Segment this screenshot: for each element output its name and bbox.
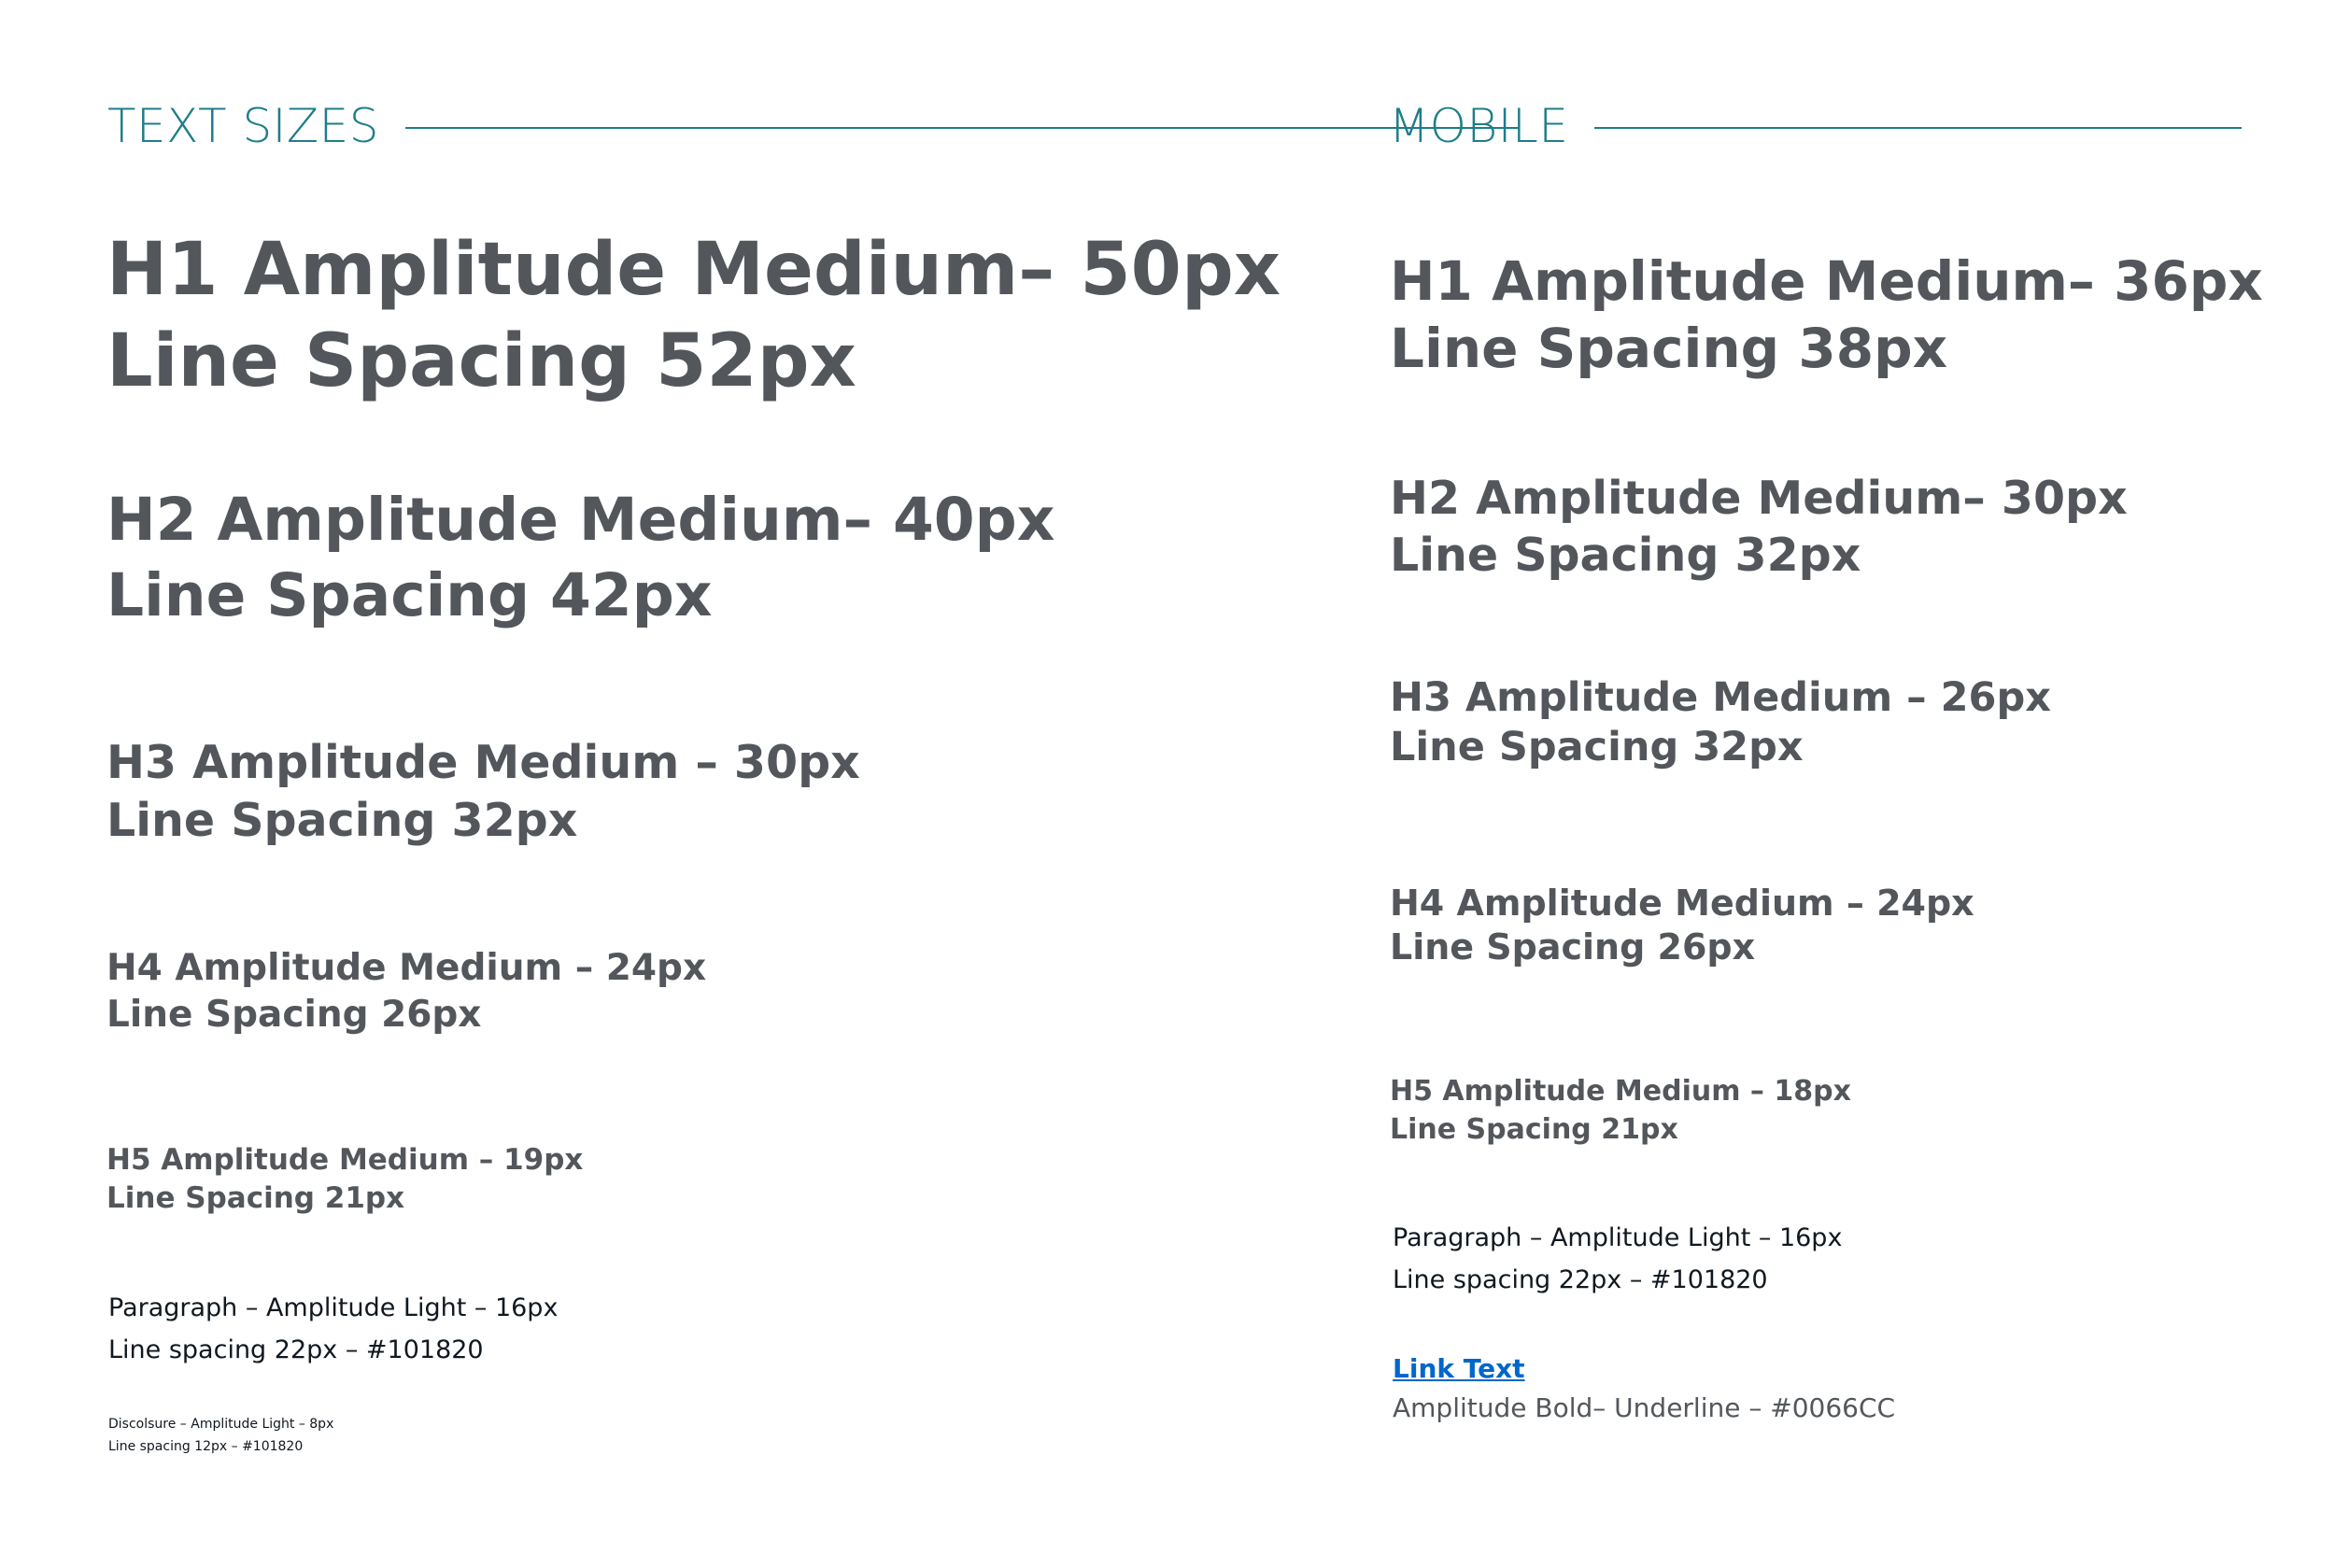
mobile-h2-line1: H2 Amplitude Medium– 30px [1390, 472, 2128, 525]
desktop-h4-line1: H4 Amplitude Medium – 24px [106, 947, 707, 989]
desktop-h3-line2: Line Spacing 32px [106, 794, 578, 847]
mobile-paragraph-sample [1393, 1217, 1842, 1301]
mobile-h2-line2: Line Spacing 32px [1390, 529, 1861, 582]
desktop-h5-line2: Line Spacing 21px [106, 1181, 405, 1215]
mobile-h3-sample [1390, 673, 2051, 772]
mobile-paragraph-line1: Paragraph – Amplitude Light – 16px [1393, 1223, 1843, 1252]
mobile-h3-line1: H3 Amplitude Medium – 26px [1390, 674, 2051, 721]
desktop-h3-line1: H3 Amplitude Medium – 30px [106, 736, 860, 789]
desktop-h5-line1: H5 Amplitude Medium – 19px [106, 1143, 584, 1177]
desktop-paragraph-line1: Paragraph – Amplitude Light – 16px [108, 1293, 559, 1322]
desktop-h2-line2: Line Spacing 42px [106, 561, 713, 629]
desktop-disclosure-line1: Discolsure – Amplitude Light – 8px [108, 1417, 334, 1432]
desktop-disclosure-sample [108, 1413, 333, 1458]
mobile-h4-sample [1390, 882, 1974, 969]
desktop-paragraph-sample [108, 1287, 558, 1371]
desktop-h4-sample [106, 945, 706, 1038]
text-sizes-header [107, 98, 1520, 154]
desktop-h3-sample [106, 734, 860, 850]
mobile-h3-line2: Line Spacing 32px [1390, 724, 1804, 770]
mobile-h2-sample [1390, 470, 2128, 584]
mobile-h4-line2: Line Spacing 26px [1390, 926, 1756, 968]
mobile-title: MOBILE [1389, 99, 1569, 153]
link-spec-caption: Amplitude Bold– Underline – #0066CC [1393, 1392, 1896, 1423]
desktop-disclosure-line2: Line spacing 12px – #101820 [108, 1439, 304, 1454]
desktop-h1-line2: Line Spacing 52px [106, 319, 856, 403]
desktop-h2-line1: H2 Amplitude Medium– 40px [106, 486, 1055, 554]
mobile-h1-line2: Line Spacing 38px [1390, 317, 1947, 380]
desktop-h1-line1: H1 Amplitude Medium– 50px [106, 228, 1281, 312]
desktop-paragraph-line2: Line spacing 22px – #101820 [108, 1335, 484, 1364]
desktop-h1-sample [106, 224, 1281, 407]
desktop-h5-sample [106, 1141, 583, 1218]
mobile-h1-line1: H1 Amplitude Medium– 36px [1390, 249, 2263, 313]
mobile-h4-line1: H4 Amplitude Medium – 24px [1390, 883, 1974, 924]
mobile-divider [1594, 127, 2242, 129]
link-text-sample[interactable]: Link Text [1393, 1353, 1525, 1384]
text-sizes-divider [405, 127, 1520, 129]
mobile-h1-sample [1390, 247, 2263, 382]
desktop-h2-sample [106, 482, 1054, 633]
mobile-h5-sample [1390, 1072, 1851, 1149]
mobile-h5-line1: H5 Amplitude Medium – 18px [1390, 1075, 1851, 1108]
mobile-header [1389, 98, 2242, 154]
mobile-paragraph-line2: Line spacing 22px – #101820 [1393, 1265, 1768, 1294]
mobile-h5-line2: Line Spacing 21px [1390, 1113, 1678, 1146]
text-sizes-title: TEXT SIZES [107, 99, 380, 153]
desktop-h4-line2: Line Spacing 26px [106, 994, 482, 1036]
